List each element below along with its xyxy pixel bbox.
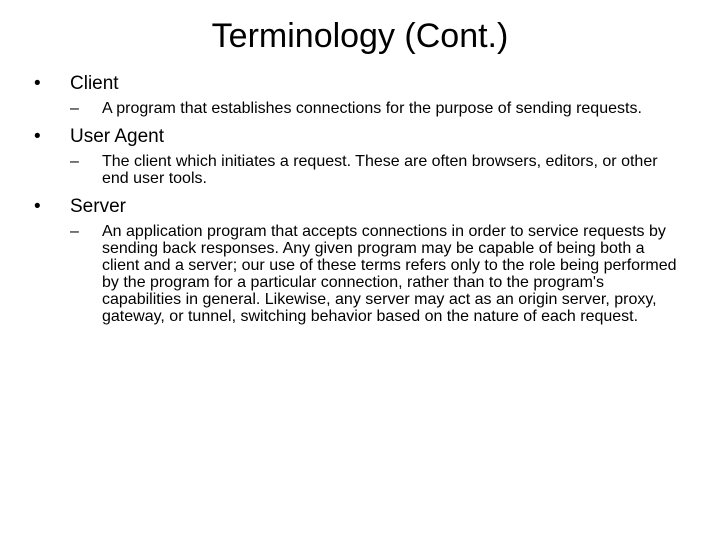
sub-bullet-client-definition: [70, 100, 684, 117]
bullet-item-client: [34, 72, 684, 96]
dash-icon: –: [70, 153, 79, 170]
definition-text: An application program that accepts connections in order to service requests by sending back responses. Any given program may be capable of being both a client and a server; our use of these terms refers only to the role being performed by the program for a particular connection, rather than to the program's capabilities in general. Likewise, any server may act as an origin server, proxy, gateway, or tunnel, switching behavior based on the nature of each request.: [102, 223, 677, 325]
slide-content: [34, 72, 684, 325]
bullet-icon: •: [34, 196, 41, 217]
term-label: Client: [70, 73, 119, 94]
definition-text: The client which initiates a request. These are often browsers, editors, or other end user tools.: [102, 153, 658, 187]
sub-bullet-user-agent-definition: [70, 153, 684, 187]
dash-icon: –: [70, 223, 79, 240]
bullet-item-server: [34, 195, 684, 219]
bullet-icon: •: [34, 73, 41, 94]
dash-icon: –: [70, 100, 79, 117]
sub-bullet-server-definition: [70, 223, 684, 325]
slide-title: Terminology (Cont.): [211, 17, 509, 55]
term-label: User Agent: [70, 126, 164, 147]
term-label: Server: [70, 196, 126, 217]
definition-text: A program that establishes connections for the purpose of sending requests.: [102, 100, 642, 117]
bullet-icon: •: [34, 126, 41, 147]
bullet-item-user-agent: [34, 125, 684, 149]
